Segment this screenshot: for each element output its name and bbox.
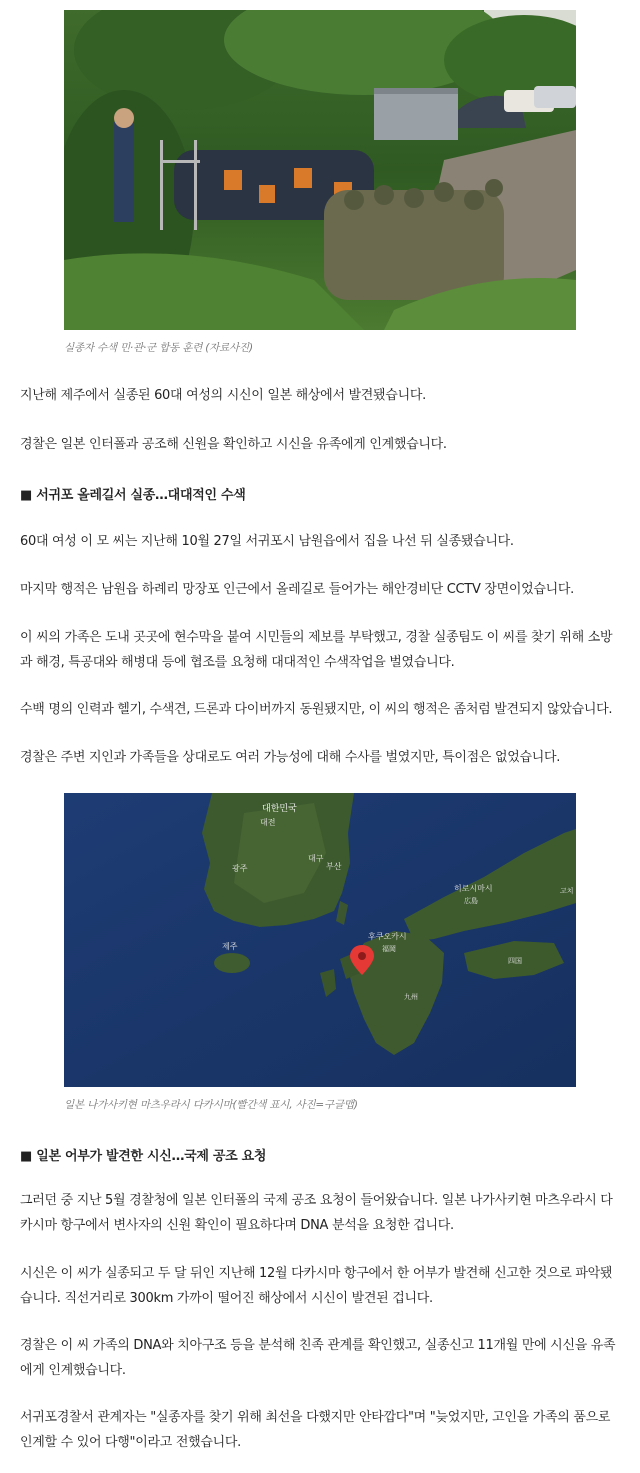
paragraph: 수백 명의 인력과 헬기, 수색견, 드론과 다이버까지 동원됐지만, 이 씨의 행적은 좀처럼 발견되지 않았습니다. <box>20 702 613 717</box>
paragraph: 60대 여성 이 모 씨는 지난해 10월 27일 서귀포시 남원읍에서 집을 나선 뒤 실종됐습니다. <box>20 534 514 549</box>
paragraph: 서귀포경찰서 관계자는 "실종자를 찾기 위해 최선을 다했지만 안타깝다"며 "늦었지만, 고인을 가족의 품으로 인계할 수 있어 다행"이라고 전했습니다. <box>20 1410 611 1450</box>
map-label: 고치 <box>560 888 574 895</box>
map-label: 후쿠오카시 <box>368 932 407 941</box>
paragraph: 경찰은 일본 인터폴과 공조해 신원을 확인하고 시신을 유족에게 인계했습니다. <box>20 437 447 452</box>
map-label: 광주 <box>232 864 248 873</box>
paragraph: 경찰은 이 씨 가족의 DNA와 치아구조 등을 분석해 친족 관계를 확인했고, 실종신고 11개월 만에 시신을 유족에게 인계했습니다. <box>20 1338 616 1378</box>
map-label: 대전 <box>260 818 276 827</box>
map-label: 대한민국 <box>262 803 297 813</box>
photo-caption: 실종자 수색 민·관·군 합동 훈련 (자료사진) <box>64 342 253 354</box>
section-heading: ■ 서귀포 올레길서 실종…대대적인 수색 <box>20 488 246 503</box>
map-label: 福岡 <box>382 945 396 953</box>
map-label: 대구 <box>308 854 324 863</box>
map-label: 九州 <box>404 993 418 1001</box>
paragraph: 마지막 행적은 남원읍 하례리 망장포 인근에서 올레길로 들어가는 해안경비단 CCTV 장면이었습니다. <box>20 582 575 597</box>
paragraph: 그러던 중 지난 5월 경찰청에 일본 인터폴의 국제 공조 요청이 들어왔습니다. 일본 나가사키현 마츠우라시 다카시마 항구에서 변사자의 신원 확인이 필요하다며 DNA 분석을 요청한 겁니다. <box>20 1193 613 1233</box>
map-label: 広島 <box>464 897 478 905</box>
map-label: 히로시마시 <box>454 884 493 893</box>
search-training-photo <box>64 10 576 330</box>
paragraph: 경찰은 주변 지인과 가족들을 상대로도 여러 가능성에 대해 수사를 벌였지만, 특이점은 없었습니다. <box>20 750 561 765</box>
map-caption: 일본 나가사키현 마츠우라시 다카시마(빨간색 표시, 사진=구글맵) <box>64 1099 358 1111</box>
satellite-map <box>64 793 576 1087</box>
paragraph: 이 씨의 가족은 도내 곳곳에 현수막을 붙여 시민들의 제보를 부탁했고, 경찰 실종팀도 이 씨를 찾기 위해 소방과 해경, 특공대와 해병대 등에 협조를 요청해 대대적인 수색작업을 벌였습니다. <box>20 630 613 670</box>
map-label: 제주 <box>222 942 238 951</box>
map-label: 四国 <box>508 957 522 965</box>
map-label: 부산 <box>326 862 342 871</box>
paragraph: 지난해 제주에서 실종된 60대 여성의 시신이 일본 해상에서 발견됐습니다. <box>20 388 426 403</box>
paragraph: 시신은 이 씨가 실종되고 두 달 뒤인 지난해 12월 다카시마 항구에서 한 어부가 발견해 신고한 것으로 파악됐습니다. 직선거리로 300km 가까이 떨어진 해상에서 시신이 발견된 겁니다. <box>20 1266 613 1306</box>
section-heading: ■ 일본 어부가 발견한 시신…국제 공조 요청 <box>20 1149 267 1164</box>
